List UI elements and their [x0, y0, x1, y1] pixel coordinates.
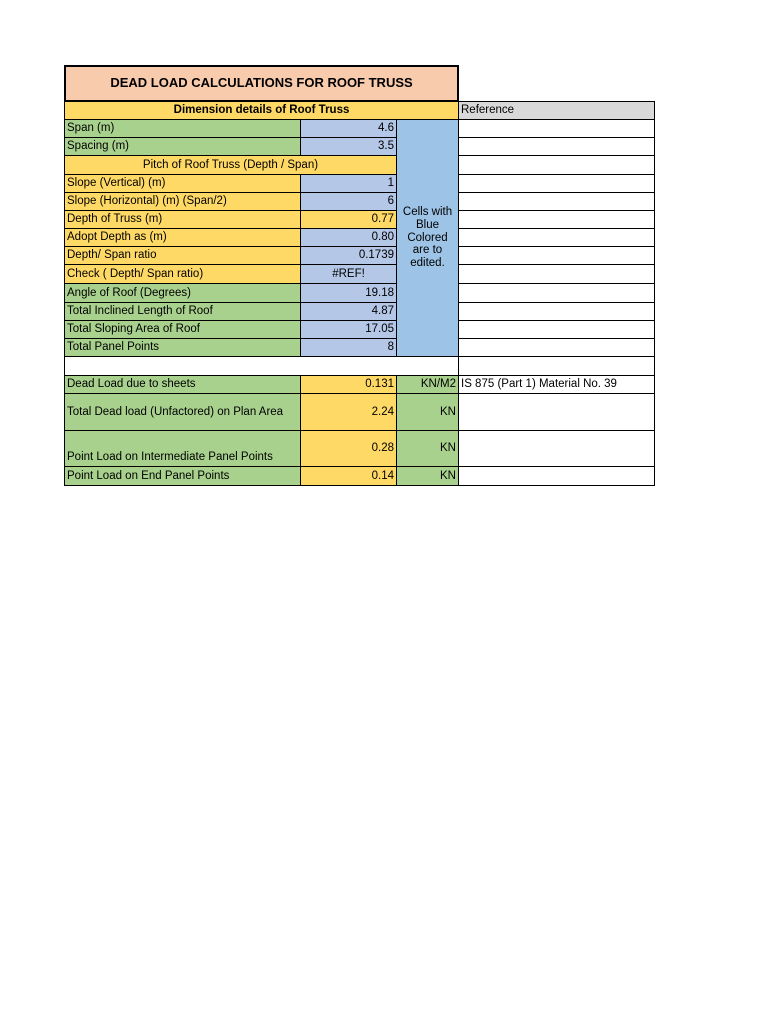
row-label-adopt-depth: Adopt Depth as (m) — [64, 228, 301, 247]
load-label-sheets: Dead Load due to sheets — [64, 375, 301, 394]
row-label-angle: Angle of Roof (Degrees) — [64, 283, 301, 303]
row-value-slope-vertical[interactable]: 1 — [300, 174, 397, 193]
reference-cell — [458, 320, 655, 339]
reference-header: Reference — [458, 101, 655, 120]
load-label-end: Point Load on End Panel Points — [64, 466, 301, 486]
load-unit-intermediate: KN — [396, 430, 459, 467]
reference-cell — [458, 356, 655, 376]
row-label-span: Span (m) — [64, 119, 301, 138]
reference-cell — [458, 264, 655, 284]
row-value-spacing[interactable]: 3.5 — [300, 137, 397, 156]
row-value-inclined-length: 4.87 — [300, 302, 397, 321]
reference-cell — [458, 302, 655, 321]
row-value-angle: 19.18 — [300, 283, 397, 303]
reference-cell — [458, 228, 655, 247]
reference-cell — [458, 210, 655, 229]
row-value-slope-horizontal[interactable]: 6 — [300, 192, 397, 211]
row-label-ratio: Depth/ Span ratio — [64, 246, 301, 265]
edit-note: Cells with Blue Colored are to edited. — [396, 119, 459, 357]
reference-cell — [458, 119, 655, 138]
reference-cell — [458, 466, 655, 486]
load-unit-total: KN — [396, 393, 459, 431]
reference-cell — [458, 338, 655, 357]
load-unit-sheets: KN/M2 — [396, 375, 459, 394]
row-value-sloping-area: 17.05 — [300, 320, 397, 339]
row-value-check: #REF! — [300, 264, 397, 284]
reference-cell — [458, 192, 655, 211]
pitch-header: Pitch of Roof Truss (Depth / Span) — [64, 155, 397, 175]
load-label-total: Total Dead load (Unfactored) on Plan Area — [64, 393, 301, 431]
row-label-slope-vertical: Slope (Vertical) (m) — [64, 174, 301, 193]
reference-cell — [458, 430, 655, 467]
spacer-row — [64, 356, 459, 376]
load-value-total: 2.24 — [300, 393, 397, 431]
section-header: Dimension details of Roof Truss — [64, 101, 459, 120]
load-label-intermediate: Point Load on Intermediate Panel Points — [64, 430, 301, 467]
load-reference-sheets: IS 875 (Part 1) Material No. 39 — [458, 375, 655, 394]
load-unit-end: KN — [396, 466, 459, 486]
reference-cell — [458, 283, 655, 303]
row-label-panel-points: Total Panel Points — [64, 338, 301, 357]
reference-cell — [458, 155, 655, 175]
row-value-depth: 0.77 — [300, 210, 397, 229]
reference-cell — [458, 137, 655, 156]
reference-cell — [458, 246, 655, 265]
row-value-adopt-depth[interactable]: 0.80 — [300, 228, 397, 247]
load-value-end: 0.14 — [300, 466, 397, 486]
row-value-panel-points: 8 — [300, 338, 397, 357]
load-value-intermediate: 0.28 — [300, 430, 397, 467]
row-label-depth: Depth of Truss (m) — [64, 210, 301, 229]
row-label-sloping-area: Total Sloping Area of Roof — [64, 320, 301, 339]
reference-cell — [458, 174, 655, 193]
row-label-check: Check ( Depth/ Span ratio) — [64, 264, 301, 284]
row-label-inclined-length: Total Inclined Length of Roof — [64, 302, 301, 321]
row-label-slope-horizontal: Slope (Horizontal) (m) (Span/2) — [64, 192, 301, 211]
row-value-ratio: 0.1739 — [300, 246, 397, 265]
sheet-title: DEAD LOAD CALCULATIONS FOR ROOF TRUSS — [64, 65, 459, 102]
row-value-span[interactable]: 4.6 — [300, 119, 397, 138]
row-label-spacing: Spacing (m) — [64, 137, 301, 156]
load-value-sheets[interactable]: 0.131 — [300, 375, 397, 394]
reference-cell — [458, 393, 655, 431]
